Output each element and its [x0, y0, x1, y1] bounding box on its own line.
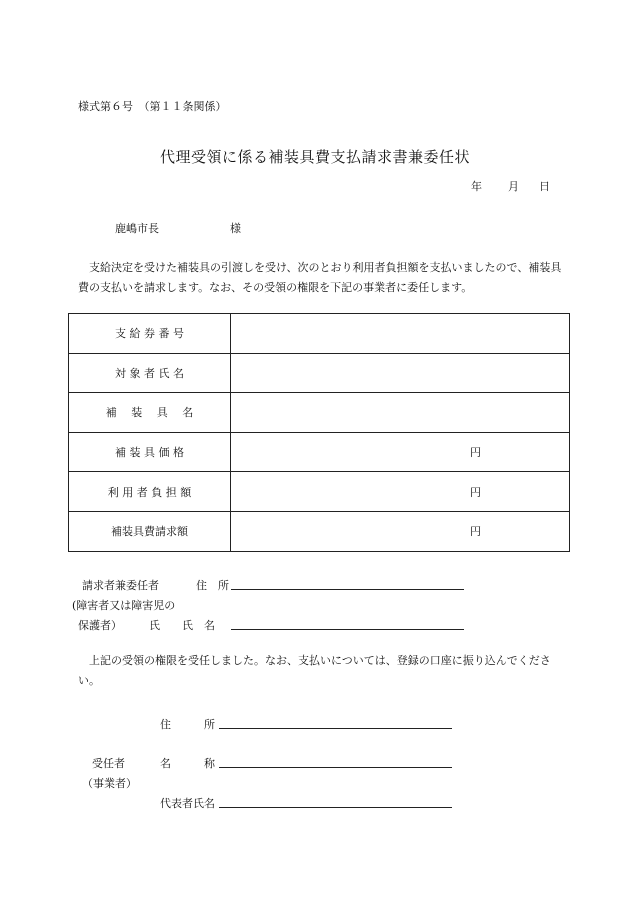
- agent-address-line[interactable]: [219, 728, 452, 729]
- table-row: [69, 511, 570, 551]
- table-row: [69, 472, 570, 512]
- requester-note-line1: (障害者又は障害児の: [72, 599, 176, 612]
- row-value-voucher-number[interactable]: [231, 314, 570, 354]
- table-row: [69, 314, 570, 354]
- row-label-device-price: 補 装 具 価 格: [69, 432, 231, 472]
- row-value-device-price[interactable]: 円: [231, 432, 570, 472]
- row-label-claim-amount: 補装具費請求額: [69, 511, 231, 551]
- addressee-name: 鹿嶋市長: [115, 222, 159, 235]
- row-label-device-name: 補 装 具 名: [69, 393, 231, 433]
- row-value-device-name[interactable]: [231, 393, 570, 433]
- requester-name-label: 氏 氏 名: [149, 619, 215, 632]
- acceptance-paragraph: [78, 651, 568, 691]
- agent-address-label: 住 所: [160, 718, 215, 731]
- request-paragraph-text: 支給決定を受けた補装具の引渡しを受け、次のとおり利用者負担額を支払いましたので、補装具費の支払いを請求します。なお、その受領の権限を下記の事業者に委任します。: [78, 261, 562, 294]
- requester-title: 請求者兼委任者: [82, 579, 159, 592]
- table-row: [69, 353, 570, 393]
- date-month: 月: [508, 180, 519, 193]
- requester-address-label: 住 所: [196, 579, 229, 592]
- requester-note-line2: 保護者）: [78, 619, 122, 632]
- requester-address-line[interactable]: [231, 589, 464, 590]
- form-number: 様式第６号 （第１１条関係）: [78, 100, 227, 113]
- row-value-claim-amount[interactable]: 円: [231, 511, 570, 551]
- table-row: [69, 393, 570, 433]
- row-label-subject-name: 対 象 者 氏 名: [69, 353, 231, 393]
- agent-name-line[interactable]: [219, 767, 452, 768]
- agent-title: 受任者: [92, 757, 125, 770]
- info-table: [68, 313, 570, 552]
- agent-note: （事業者）: [82, 777, 137, 790]
- addressee-honorific: 様: [230, 222, 241, 235]
- row-label-voucher-number: 支 給 券 番 号: [69, 314, 231, 354]
- date-line: [471, 178, 550, 194]
- agent-representative-label: 代表者氏名: [160, 797, 215, 810]
- request-paragraph: [78, 258, 568, 298]
- date-year: 年: [471, 180, 482, 193]
- addressee: [115, 220, 241, 236]
- row-value-subject-name[interactable]: [231, 353, 570, 393]
- agent-name-label: 名 称: [160, 757, 215, 770]
- requester-name-line[interactable]: [231, 629, 464, 630]
- agent-representative-line[interactable]: [219, 807, 452, 808]
- acceptance-paragraph-text: 上記の受領の権限を受任しました。なお、支払いについては、登録の口座に振り込んでください。: [78, 654, 551, 687]
- table-row: [69, 432, 570, 472]
- row-value-user-burden[interactable]: 円: [231, 472, 570, 512]
- date-day: 日: [539, 180, 550, 193]
- document-title: 代理受領に係る補装具費支払請求書兼委任状: [159, 148, 470, 166]
- row-label-user-burden: 利 用 者 負 担 額: [69, 472, 231, 512]
